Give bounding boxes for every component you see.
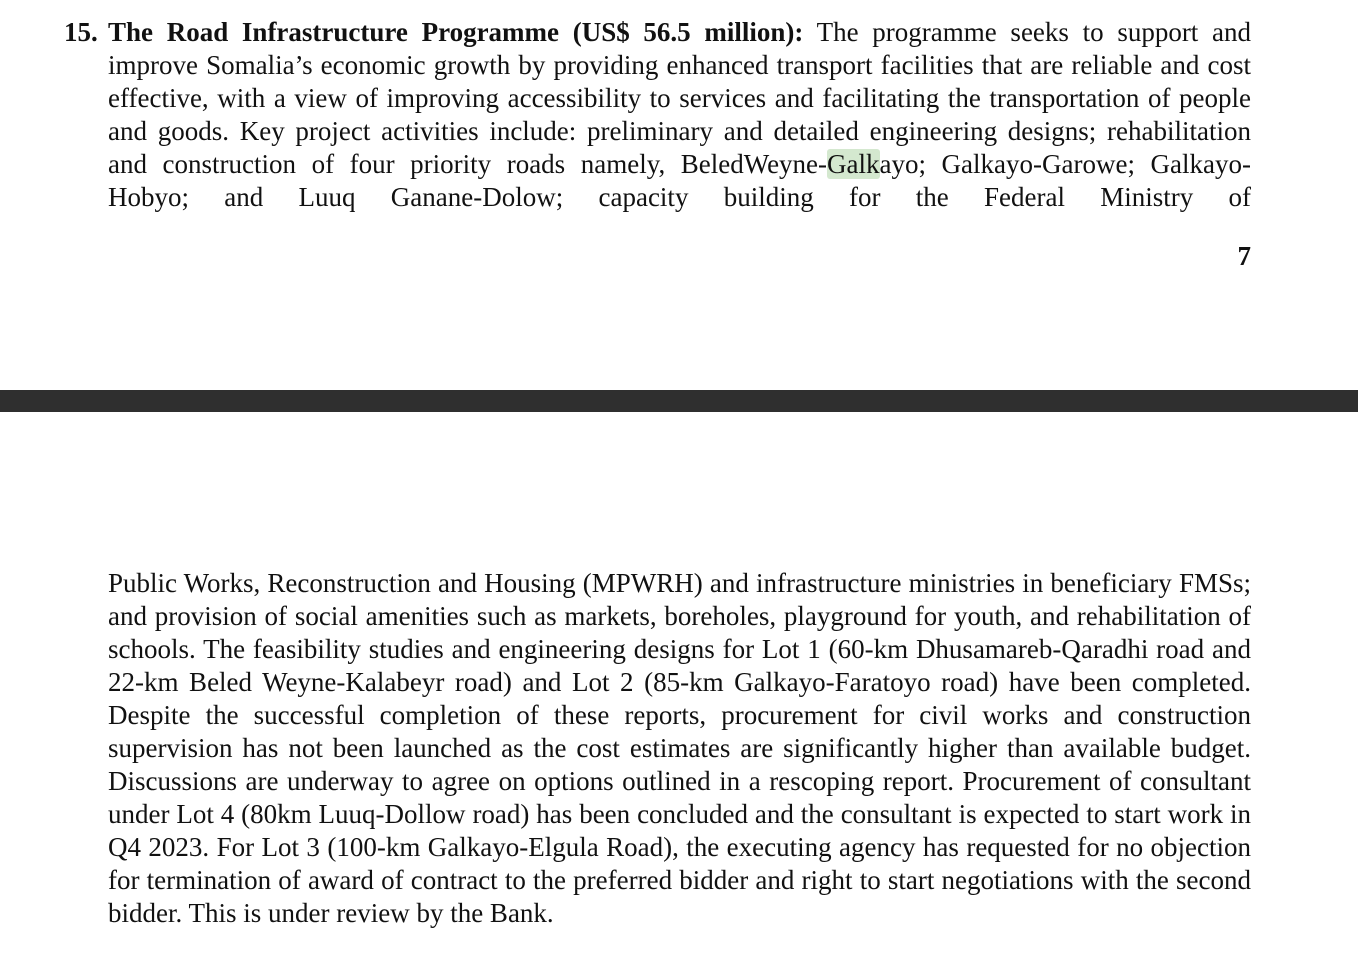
paragraph-text-after-highlight: ayo; Galkayo-Garowe; Galkayo-Hobyo; and Luuq Ganane-Dolow; capacity building for the Federal Ministry of xyxy=(108,149,1251,212)
paragraph-body-top xyxy=(108,16,1251,214)
paragraph-body-continued: Public Works, Reconstruction and Housing (MPWRH) and infrastructure ministries in beneficiary FMSs; and provision of social amenities such as markets, boreholes, playground for youth, and rehabilitation of schools. The feasibility studies and engineering designs for Lot 1 (60-km Dhusamareb-Qaradhi road and 22-km Beled Weyne-Kalabeyr road) and Lot 2 (85-km Galkayo-Faratoyo road) have been completed. Despite the successful completion of these reports, procurement for civil works and construction supervision has not been launched as the cost estimates are significantly higher than available budget. Discussions are underway to agree on options outlined in a rescoping report. Procurement of consultant under Lot 4 (80km Luuq-Dollow road) has been concluded and the consultant is expected to start work in Q4 2023. For Lot 3 (100-km Galkayo-Elgula Road), the executing agency has requested for no objection for termination of award of contract to the preferred bidder and right to start negotiations with the second bidder. This is under review by the Bank. xyxy=(108,568,1251,928)
paragraph-number: 15. xyxy=(64,17,98,47)
paragraph-heading: The Road Infrastructure Programme (US$ 56.5 million): xyxy=(108,17,804,47)
page-separator xyxy=(0,390,1358,412)
paragraph-text-before-highlight: The programme seeks to support and improve Somalia’s economic growth by providing enhanced transport facilities that are reliable and cost effective, with a view of improving accessibility to services and facilitating the transportation of people and goods. Key project activities include: preliminary and detailed engineering designs; rehabilitation and construction of four priority roads namely, BeledWeyne- xyxy=(108,17,1251,179)
document-page-upper xyxy=(0,0,1358,390)
page-number: 7 xyxy=(1237,241,1251,271)
search-highlight: Galk xyxy=(827,149,880,179)
